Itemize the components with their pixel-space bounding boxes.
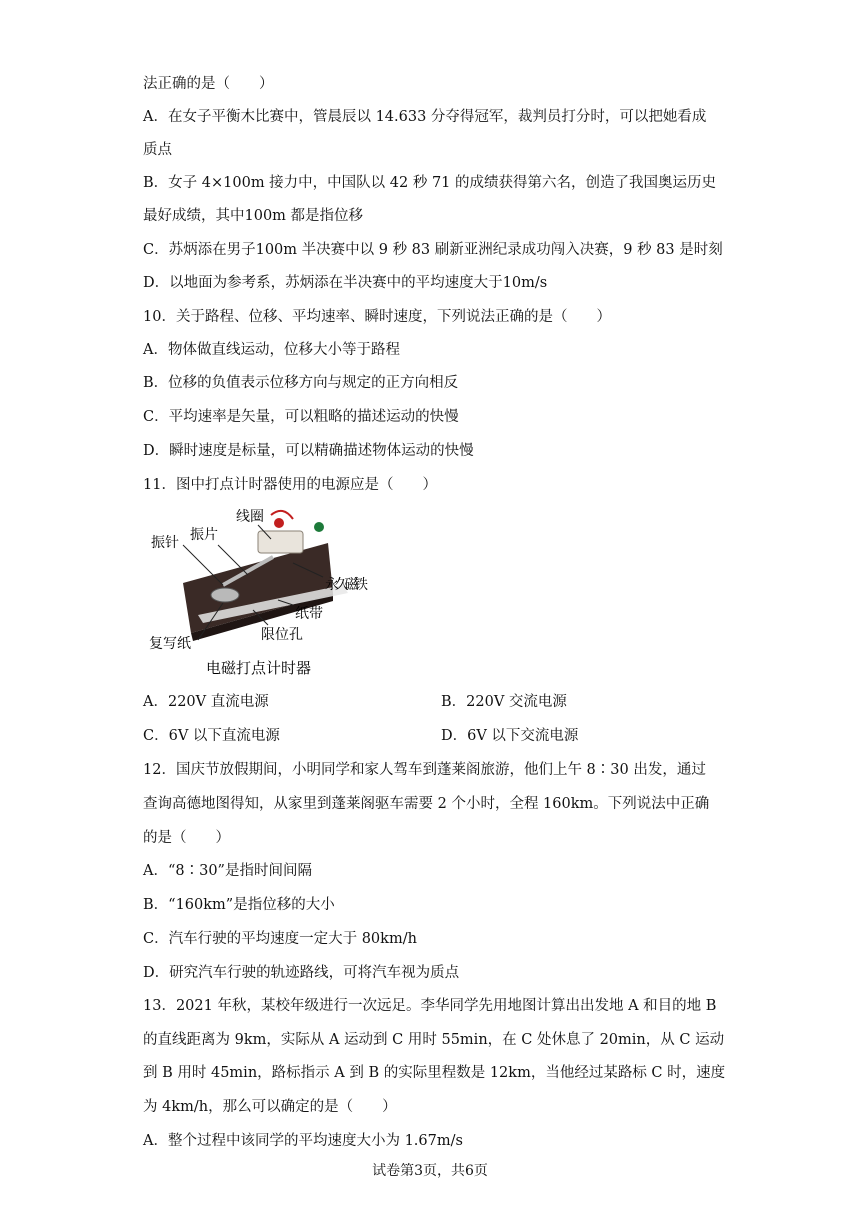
q12-option-a: A．“8∶30”是指时间间隔: [143, 863, 312, 879]
q11-option-d: D．6V 以下交流电源: [441, 728, 579, 744]
q13-option-a: A．整个过程中该同学的平均速度大小为 1.67m/s: [143, 1133, 463, 1149]
q10-option-c: C．平均速率是矢量，可以粗略的描述运动的快慢: [143, 409, 459, 425]
q10-option-b: B．位移的负值表示位移方向与规定的正方向相反: [143, 375, 459, 391]
q9-option-a-line2: 质点: [143, 142, 172, 158]
question-12-stem-line3: 的是（ ）: [143, 830, 230, 846]
q11-option-b: B．220V 交流电源: [441, 694, 567, 710]
question-13-stem-line4: 为 4km/h，那么可以确定的是（ ）: [143, 1099, 397, 1115]
label-needle: 振针: [151, 535, 179, 551]
q12-option-d: D．研究汽车行驶的轨迹路线，可将汽车视为质点: [143, 965, 460, 981]
q9-option-c: C．苏炳添在男子100m 半决赛中以 9 秒 83 刷新亚洲纪录成功闯入决赛，9 秒 83 是时刻: [143, 242, 723, 258]
q10-option-d: D．瞬时速度是标量，可以精确描述物体运动的快慢: [143, 443, 474, 459]
question-12-stem-line1: 12．国庆节放假期间，小明同学和家人驾车到蓬莱阁旅游，他们上午 8∶30 出发，通过: [143, 762, 706, 778]
question-12-stem-line2: 查询高德地图得知，从家里到蓬莱阁驱车需要 2 个小时，全程 160km。下列说法中正确: [143, 796, 710, 812]
q9-option-b-line2: 最好成绩，其中100m 都是指位移: [143, 208, 364, 224]
figure-caption: 电磁打点计时器: [206, 659, 312, 677]
electromagnetic-timer-figure: [143, 505, 368, 680]
question-9-stem-end: 法正确的是（ ）: [143, 76, 274, 92]
q12-option-c: C．汽车行驶的平均速度一定大于 80km/h: [143, 931, 417, 947]
label-hole: 限位孔: [261, 627, 303, 643]
question-13-stem-line3: 到 B 用时 45min，路标指示 A 到 B 的实际里程数是 12km，当他经过某路标 C 时，速度: [143, 1065, 726, 1081]
question-13-stem-line1: 13．2021 年秋，某校年级进行一次远足。李华同学先用地图计算出出发地 A 和目的地 B: [143, 998, 717, 1014]
q9-option-d: D．以地面为参考系，苏炳添在半决赛中的平均速度大于10m/s: [143, 275, 548, 291]
green-terminal: [314, 522, 324, 532]
q12-option-b: B．“160km”是指位移的大小: [143, 897, 335, 913]
coil-body: [258, 531, 303, 553]
q11-option-c: C．6V 以下直流电源: [143, 728, 280, 744]
q9-option-a-line1: A．在女子平衡木比赛中，管晨辰以 14.633 分夺得冠军，裁判员打分时，可以把她看成: [143, 109, 707, 125]
label-carbon: 复写纸: [149, 636, 191, 652]
red-terminal: [274, 518, 284, 528]
q9-option-b-line1: B．女子 4×100m 接力中，中国队以 42 秒 71 的成绩获得第六名，创造了我国奥运历史: [143, 175, 717, 191]
question-10-stem: 10．关于路程、位移、平均速率、瞬时速度，下列说法正确的是（ ）: [143, 309, 611, 325]
label-tape: 纸带: [295, 606, 323, 622]
q11-option-a: A．220V 直流电源: [143, 694, 269, 710]
page-footer: 试卷第3页，共6页: [372, 1163, 488, 1179]
label-magnet: 永久磁铁: [325, 577, 368, 593]
label-coil: 线圈: [236, 509, 264, 525]
wire: [271, 511, 293, 519]
question-11-stem: 11．图中打点计时器使用的电源应是（ ）: [143, 477, 437, 493]
q10-option-a: A．物体做直线运动，位移大小等于路程: [143, 342, 400, 358]
question-13-stem-line2: 的直线距离为 9km，实际从 A 运动到 C 用时 55min，在 C 处休息了 20min，从 C 运动: [143, 1032, 725, 1048]
carbon-disk: [211, 588, 239, 602]
label-vibrator: 振片: [190, 527, 218, 543]
